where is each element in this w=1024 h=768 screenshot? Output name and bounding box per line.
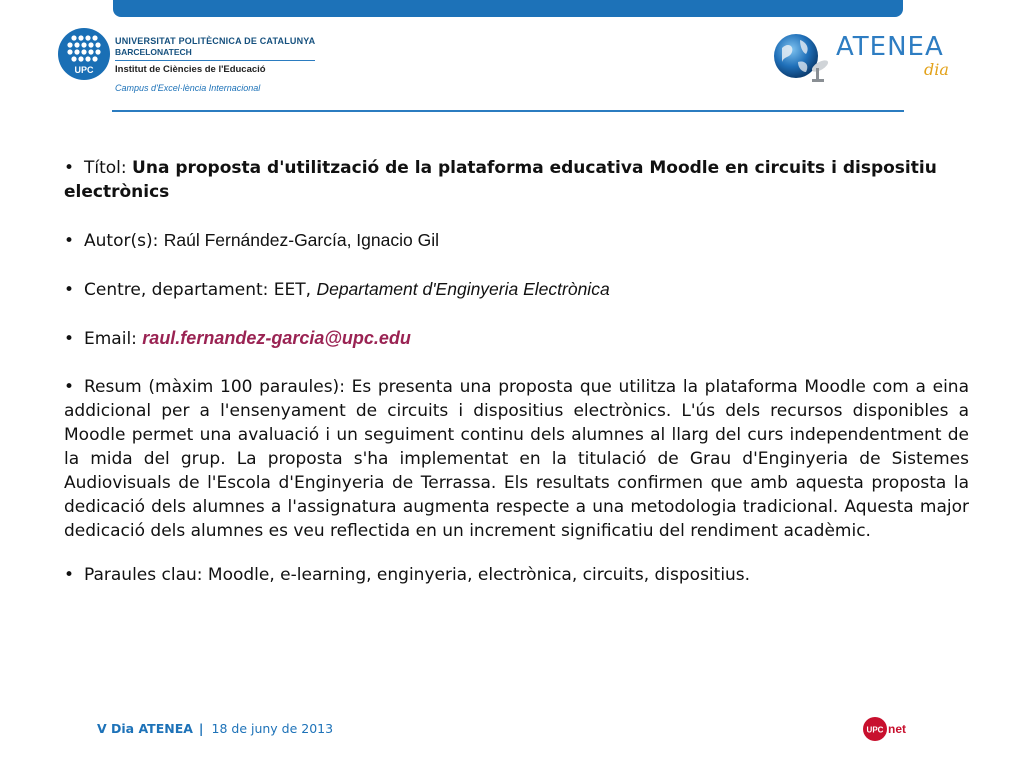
upcnet-icon (862, 716, 922, 742)
title-item (64, 156, 969, 204)
keywords-text: Paraules clau: Moodle, e-learning, enginyeria, electrònica, circuits, dispositius. (84, 565, 751, 585)
authors-label: Autor(s): (84, 231, 164, 251)
centre-item (64, 277, 969, 302)
authors-value: Raúl Fernández-García, Ignacio Gil (163, 230, 439, 250)
upcnet-upc-text: UPC (866, 725, 884, 735)
centre-label: Centre, departament: EET, (84, 280, 317, 300)
upc-badge-text: UPC (74, 65, 94, 75)
campus-label: Campus d'Excel·lència Internacional (115, 83, 261, 93)
header-divider (112, 110, 904, 112)
bullet-icon: • (64, 377, 75, 397)
authors-item (64, 228, 969, 253)
upc-dots-icon (58, 28, 110, 80)
summary-text: Resum (màxim 100 paraules): Es presenta una proposta que utilitza la plataforma Moodle com a eina addicional per a l'ensenyament de circuits i dispositius electrònics. L'ús dels recursos disponibles a Moodle permet una avaluació i un seguiment continu dels alumnes al llarg del curs independentment de la mida del grup. La proposta s'ha implementat en la titulació de Grau d'Enginyeria de Sistemes Audiovisuals de l'Escola d'Enginyeria de Terrassa. Els resultats confirmen que amb aquesta proposta la dedicació dels alumnes a l'assignatura augmenta respecte a una metodologia tradicional. Aquesta major dedicació dels alumnes es veu reflectida en un increment significatiu del rendiment acadèmic. (64, 377, 969, 541)
institution-divider (115, 60, 315, 61)
atenea-dia-label: dia (924, 60, 949, 79)
upc-logo (58, 28, 110, 80)
title-value: Una proposta d'utilització de la plataforma educativa Moodle en circuits i dispositiu electrònics (64, 158, 937, 202)
footer-separator: | (198, 721, 204, 736)
footer-date: 18 de juny de 2013 (211, 721, 334, 736)
bullet-icon: • (64, 565, 75, 585)
bullet-icon: • (64, 158, 75, 178)
upcnet-net-text: net (888, 722, 906, 736)
email-link[interactable]: raul.fernandez-garcia@upc.edu (142, 328, 411, 348)
bullet-icon: • (64, 329, 75, 349)
title-label: Títol: (84, 158, 133, 178)
atenea-wordmark: ATENEA (836, 32, 944, 62)
summary-item (64, 375, 969, 543)
bullet-icon: • (64, 231, 75, 251)
keywords-item (64, 563, 969, 587)
footer (97, 721, 333, 736)
upcnet-logo (862, 716, 922, 742)
email-item (64, 326, 969, 351)
footer-event: V Dia ATENEA (97, 721, 193, 736)
university-subtitle: BARCELONATECH (115, 47, 192, 57)
upc-institution-block (115, 36, 315, 93)
university-name: UNIVERSITAT POLITÈCNICA DE CATALUNYA (115, 36, 316, 46)
top-banner-bar (113, 0, 903, 17)
institute-name: Institut de Ciències de l'Educació (115, 64, 266, 75)
atenea-logo (772, 30, 962, 86)
bullet-icon: • (64, 280, 75, 300)
globe-icon (772, 30, 836, 86)
email-label: Email: (84, 329, 143, 349)
centre-value: Departament d'Enginyeria Electrònica (316, 279, 610, 299)
abstract-content (64, 156, 969, 587)
